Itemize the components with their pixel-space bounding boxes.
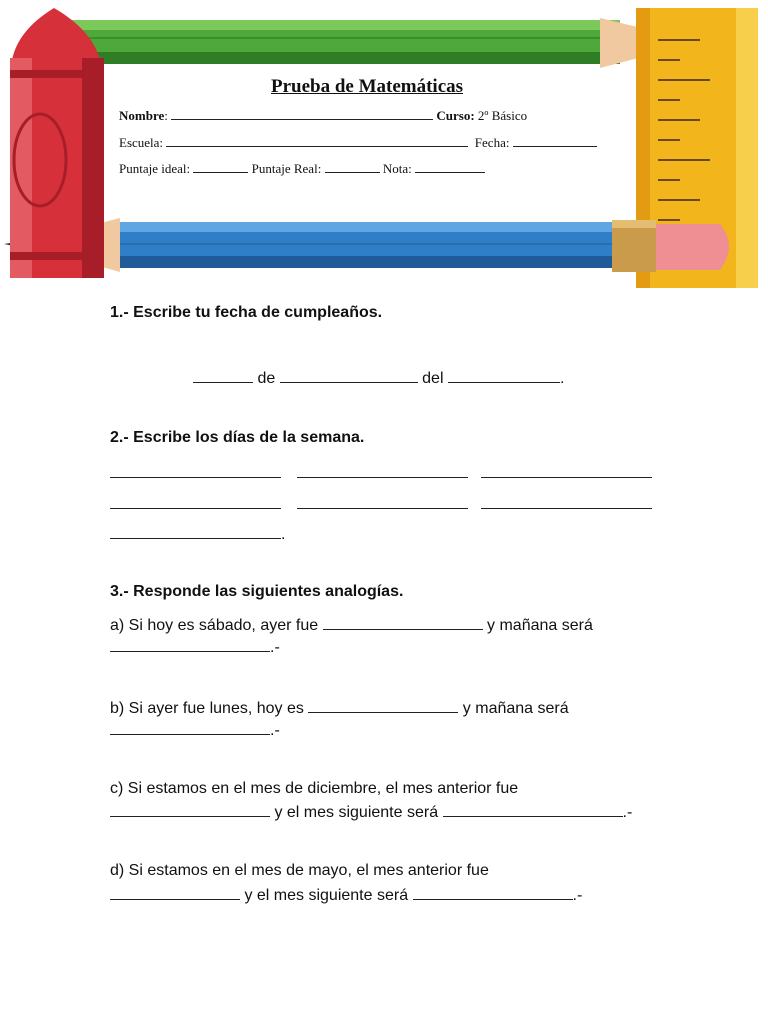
analogy-a-line-2 [110,636,280,657]
analogy-c-line-1 [110,780,518,798]
analogy-a-blank-2[interactable] [110,636,270,652]
curso-label: Curso: [436,108,475,123]
q2-end: . [281,526,286,543]
analogy-b-line-1 [110,697,569,718]
analogy-b-end: .- [270,722,280,739]
analogy-c-line-2 [110,801,632,822]
weekday-blank-2[interactable] [297,462,468,478]
analogy-b-text: b) Si ayer fue lunes, hoy es [110,700,304,717]
page-title: Prueba de Matemáticas [270,76,464,97]
question-3-title: 3.- Responde las siguientes analogías. [110,583,404,600]
question-1-title: 1.- Escribe tu fecha de cumpleaños. [110,304,383,321]
green-pencil-icon [40,18,712,68]
weekday-blank-7[interactable] [110,523,281,539]
q1-end: . [559,370,565,387]
row-escuela-fecha [119,135,597,151]
puntaje-ideal-label: Puntaje ideal: [119,161,191,176]
analogy-b-line-2 [110,719,280,740]
curso-value: 2º Básico [477,108,528,123]
analogy-a-end: .- [270,639,280,656]
birthday-year-blank[interactable] [448,367,560,383]
analogy-c-mid: y el mes siguiente será [274,804,439,821]
puntaje-real-blank[interactable] [325,162,380,173]
analogy-c-blank-2[interactable] [443,801,623,817]
weekday-blank-6[interactable] [481,493,652,509]
weekday-blank-4[interactable] [110,493,281,509]
analogy-a-line-1 [110,614,593,635]
q1-de: de [257,370,276,387]
analogy-b-blank-2[interactable] [110,719,270,735]
analogy-d-mid: y el mes siguiente será [244,887,409,904]
nombre-label: Nombre [119,108,165,123]
nombre-blank[interactable] [171,109,433,120]
analogy-a-blank-1[interactable] [323,614,483,630]
weekday-row-1 [110,462,652,483]
analogy-b-mid: y mañana será [462,700,569,717]
weekday-row-2 [110,493,652,514]
row-nombre-curso: Nombre: Curso: 2º Básico [119,108,528,123]
header-card [102,64,632,214]
blue-pencil-icon [4,218,729,272]
crayon-icon [10,8,104,278]
weekday-row-3 [110,523,285,544]
analogy-d-line-1 [110,862,489,880]
analogy-a-mid: y mañana será [487,617,593,634]
birthday-day-blank[interactable] [193,367,253,383]
weekday-blank-1[interactable] [110,462,281,478]
analogy-c-blank-1[interactable] [110,801,270,817]
analogy-c-end: .- [622,804,633,821]
puntaje-real-label: Puntaje Real: [251,161,322,176]
q1-del: del [422,370,444,387]
question-1-answer-row [193,367,564,388]
analogy-c-text: c) Si estamos en el mes de diciembre, el mes anterior fue [110,780,519,797]
fecha-label: Fecha: [474,135,510,150]
nota-label: Nota: [382,161,412,176]
analogy-d-blank-2[interactable] [413,884,573,900]
analogy-b-blank-1[interactable] [308,697,458,713]
escuela-label: Escuela: [119,135,164,150]
analogy-d-end: .- [572,887,583,904]
puntaje-ideal-blank[interactable] [193,162,248,173]
row-puntaje-nota [119,161,485,177]
analogy-d-line-2 [110,884,582,905]
weekday-blank-3[interactable] [481,462,652,478]
analogy-d-text: d) Si estamos en el mes de mayo, el mes anterior fue [110,862,489,879]
nota-blank[interactable] [415,162,485,173]
fecha-blank[interactable] [513,136,597,147]
analogy-a-text: a) Si hoy es sábado, ayer fue [110,617,319,634]
question-2-title: 2.- Escribe los días de la semana. [110,429,365,446]
weekday-blank-5[interactable] [297,493,468,509]
escuela-blank[interactable] [166,136,468,147]
birthday-month-blank[interactable] [280,367,418,383]
analogy-d-blank-1[interactable] [110,884,240,900]
